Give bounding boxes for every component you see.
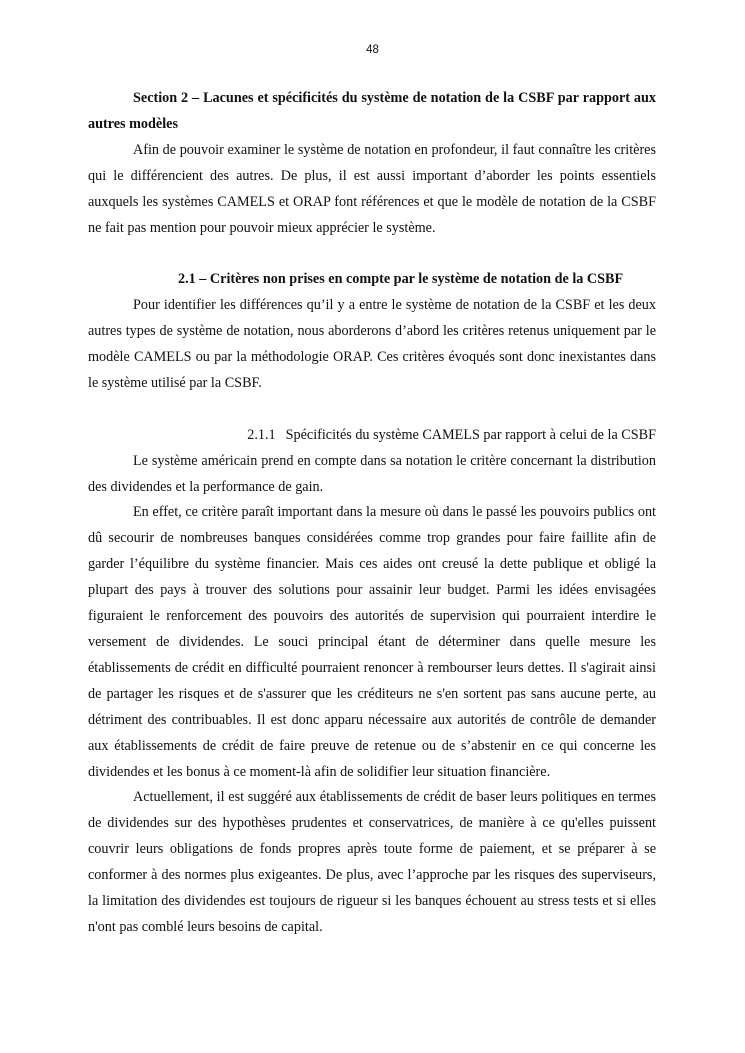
section-heading: Section 2 – Lacunes et spécificités du système de notation de la CSBF par rapport aux autres modèles (88, 90, 656, 132)
subsubsection-number: 2.1.1 (247, 426, 276, 443)
subsubsection-heading (88, 423, 656, 449)
body-paragraph: Actuellement, il est suggéré aux établissements de crédit de baser leurs politiques en termes de dividendes sur des hypothèses prudentes et conservatrices, de manière à ce qu'elles puissent couvrir leurs obligations de fonds propres après toute forme de paiement, et se préparer à se conformer à des normes plus exigeantes. De plus, avec l’approche par les risques des superviseurs, la limitation des dividendes est toujours de rigueur si les banques échouent au stress tests et si elles n'ont pas comblé leurs besoins de capital. (88, 789, 656, 935)
page-number: 48 (366, 44, 379, 56)
intro-paragraph: Afin de pouvoir examiner le système de notation en profondeur, il faut connaître les critères qui le différencient des autres. De plus, il est aussi important d’aborder les points essentiels auxquels les systèmes CAMELS et ORAP font références et que le modèle de notation de la CSBF ne fait pas mention pour pouvoir mieux apprécier le système. (88, 141, 656, 236)
body-paragraph: Le système américain prend en compte dans sa notation le critère concernant la distribution des dividendes et la performance de gain. (88, 452, 656, 495)
subsection-paragraph: Pour identifier les différences qu’il y a entre le système de notation de la CSBF et les deux autres types de système de notation, nous aborderons d’abord les critères retenus uniquement par le modèle CAMELS ou par la méthodologie ORAP. Ces critères évoqués sont donc inexistantes dans le système utilisé par la CSBF. (88, 297, 656, 391)
body-paragraph: En effet, ce critère paraît important dans la mesure où dans le passé les pouvoirs publics ont dû secourir de nombreuses banques considérées comme trop grandes pour faire faillite afin de garder l’équilibre du système financier. Mais ces aides ont creusé la dette publique et obligé la plupart des pays à trouver des solutions pour assainir leur budget. Parmi les idées envisagées figuraient le renforcement des pouvoirs des autorités de supervision qui pourraient interdire le versement de dividendes. Le souci principal étant de déterminer dans quelle mesure les établissements de crédit en difficulté pourraient renoncer à rembourser leurs dettes. Il s'agirait ainsi de partager les risques et de s'assurer que les créditeurs ne s'en sortent pas sans aucune perte, au détriment des contribuables. Il est donc apparu nécessaire aux autorités de contrôle de demander aux établissements de crédit de faire preuve de retenue ou de s’abstenir en ce qui concerne les dividendes et les bonus à ce moment-là afin de solidifier leur situation financière. (88, 504, 656, 780)
page-content (88, 86, 656, 941)
subsection-heading: 2.1 – Critères non prises en compte par le système de notation de la CSBF (178, 271, 624, 288)
subsubsection-title: Spécificités du système CAMELS par rapport à celui de la CSBF (285, 426, 656, 443)
